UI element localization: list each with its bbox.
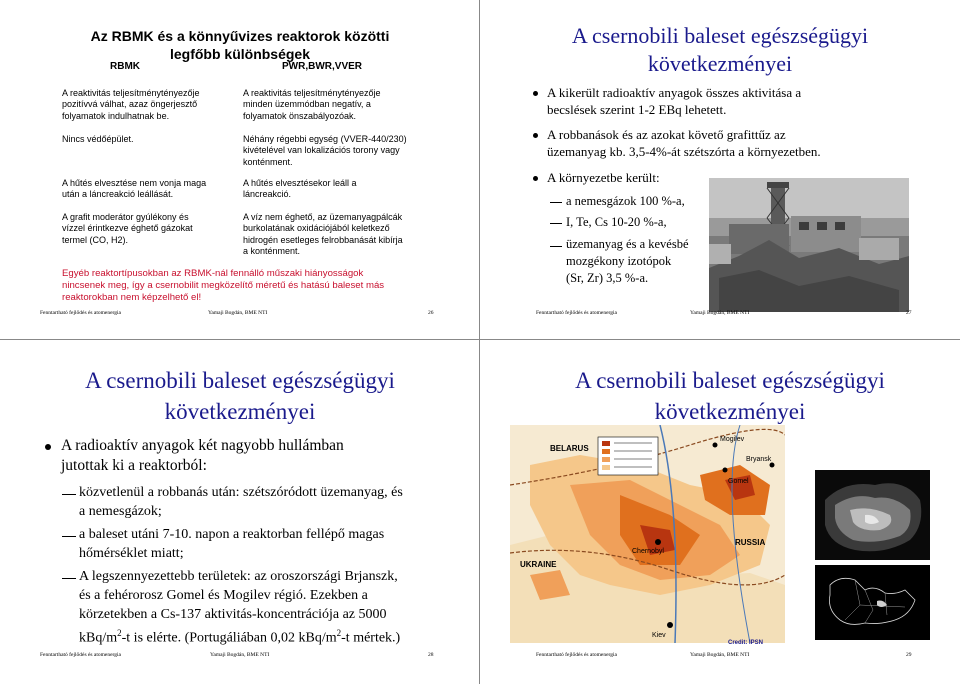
map-label-kiev: Kiev (652, 632, 666, 639)
sub-dash (550, 246, 562, 247)
slide-divider-vertical (479, 0, 480, 684)
sub-2: I, Te, Cs 10-20 %-a, (566, 215, 667, 229)
contamination-map (510, 425, 785, 643)
bullet-dot (533, 176, 538, 181)
slide-29-title: A csernobili baleset egészségügyi következményei (575, 368, 885, 424)
sub-1: közvetlenül a robbanás után: szétszóródott üzemanyag, és a nemesgázok; (79, 485, 403, 519)
slide-28-title: A csernobili baleset egészségügyi következményei (85, 368, 395, 424)
slide-26-title: Az RBMK és a könnyűvizes reaktorok közötti legfőbb különbségek (90, 28, 390, 62)
col-header-rbmk: RBMK (110, 61, 140, 72)
footer-author: Yamaji Bogdán, BME NTI (690, 652, 750, 658)
map-label-chernobyl: Chernobyl (632, 548, 664, 555)
page-number: 26 (428, 310, 434, 316)
bullet-main: A radioaktív anyagok két nagyobb hullámban jutottak ki a reaktorból: (61, 437, 344, 474)
page-number: 29 (906, 652, 912, 658)
sub-dash (62, 536, 76, 537)
map-label-russia: RUSSIA (735, 538, 766, 547)
bullet-2: A robbanások és az azokat követő grafittűz az üzemanyag kb. 3,5-4%-át szétszórta a környezetben. (547, 127, 821, 159)
bullet-3: A környezetbe került: (547, 170, 660, 185)
sub-dash (62, 494, 76, 495)
sub-dash (62, 578, 76, 579)
sub-3: üzemanyag és a kevésbé mozgékony izotópok (Sr, Zr) 3,5 %-a. (566, 237, 689, 285)
page-number: 28 (428, 652, 434, 658)
row3-left: A hűtés elvesztése nem vonja maga után a láncreakció leállását. (62, 178, 207, 200)
sub-1: a nemesgázok 100 %-a, (566, 194, 685, 208)
sub-3: A legszennyezettebb területek: az oroszországi Brjanszk, és a fehérorosz Gomel és Mogilev régió. Ezekben a körzetekben a Cs-137 aktivitás-koncentrációja az 5000 kBq/$m^2-t$ is elérte. (Portugáliában 0,02 kBq/$m^2-t$ mértek.) (79, 569, 401, 646)
europe-satellite-image (815, 470, 930, 560)
map-label-ukraine: UKRAINE (520, 560, 557, 569)
map-credit: Credit: IPSN (728, 640, 764, 646)
sub-3-last-line: kBq/$m^2-t$ is elérte. (Portugáliában 0,02 kBq/$m^2-t$ mértek.) (79, 628, 401, 646)
footer-left: Fenntartható fejlődés és atomenergia (40, 652, 121, 658)
col-header-pwr: PWR,BWR,VVER (282, 61, 362, 72)
bullet-dot (533, 133, 538, 138)
sub-dash (550, 202, 562, 203)
slide-divider-horizontal (0, 339, 960, 340)
footer-author: Yamaji Bogdán, BME NTI (690, 310, 750, 316)
europe-map-image (815, 565, 930, 640)
row1-right: A reaktivitás teljesítménytényezője minden üzemmódban negatív, a folyamatok önszabályozóak. (243, 88, 381, 121)
row4-left: A grafit moderátor gyúlékony és vízzel érintkezve éghető gázokat termel (CO, H2). (62, 212, 193, 245)
map-label-bryansk: Bryansk (746, 456, 772, 463)
row2-left: Nincs védőépület. (62, 134, 134, 144)
footer-left: Fenntartható fejlődés és atomenergia (536, 652, 617, 658)
sub-dash (550, 223, 562, 224)
reactor-photo (709, 178, 909, 312)
row2-right: Néhány régebbi egység (VVER-440/230) kivételével van lokalizációs torony vagy konténment. (243, 134, 407, 167)
row4-right: A víz nem éghető, az üzemanyagpálcák burkolatának oxidációjából keletkező hidrogén esetleges felrobbanását kibírja a konténment. (243, 212, 403, 256)
row3-right: A hűtés elvesztésekor leáll a láncreakció. (243, 178, 357, 200)
page-number: 27 (906, 310, 912, 316)
row1-left: A reaktivitás teljesítménytényezője pozitívvá válhat, azaz öngerjesztő folyamatok indulhatnak be. (62, 88, 200, 121)
footer-author: Yamaji Bogdán, BME NTI (208, 310, 268, 316)
footer-left: Fenntartható fejlődés és atomenergia (40, 310, 121, 316)
footer-left: Fenntartható fejlődés és atomenergia (536, 310, 617, 316)
bullet-1: A kikerült radioaktív anyagok összes aktivitása a becslések szerint 1-2 EBq lehetett. (547, 85, 802, 117)
footer-author: Yamaji Bogdán, BME NTI (210, 652, 270, 658)
map-label-mogilev: Mogilev (720, 436, 745, 443)
map-label-gomel: Gomel (728, 478, 749, 485)
map-label-belarus: BELARUS (550, 444, 589, 453)
sub-2: a baleset utáni 7-10. napon a reaktorban fellépő magas hőmérséklet miatt; (79, 527, 385, 561)
bullet-dot (533, 91, 538, 96)
slide-27-title: A csernobili baleset egészségügyi következményei (571, 23, 869, 76)
bullet-dot (45, 444, 51, 450)
conclusion-text: Egyéb reaktortípusokban az RBMK-nál fennálló műszaki hiányosságok nincsenek meg, így a csernobilit megközelítő méretű és hatású baleset más reaktorokban nem képzelhető el! (62, 268, 385, 303)
